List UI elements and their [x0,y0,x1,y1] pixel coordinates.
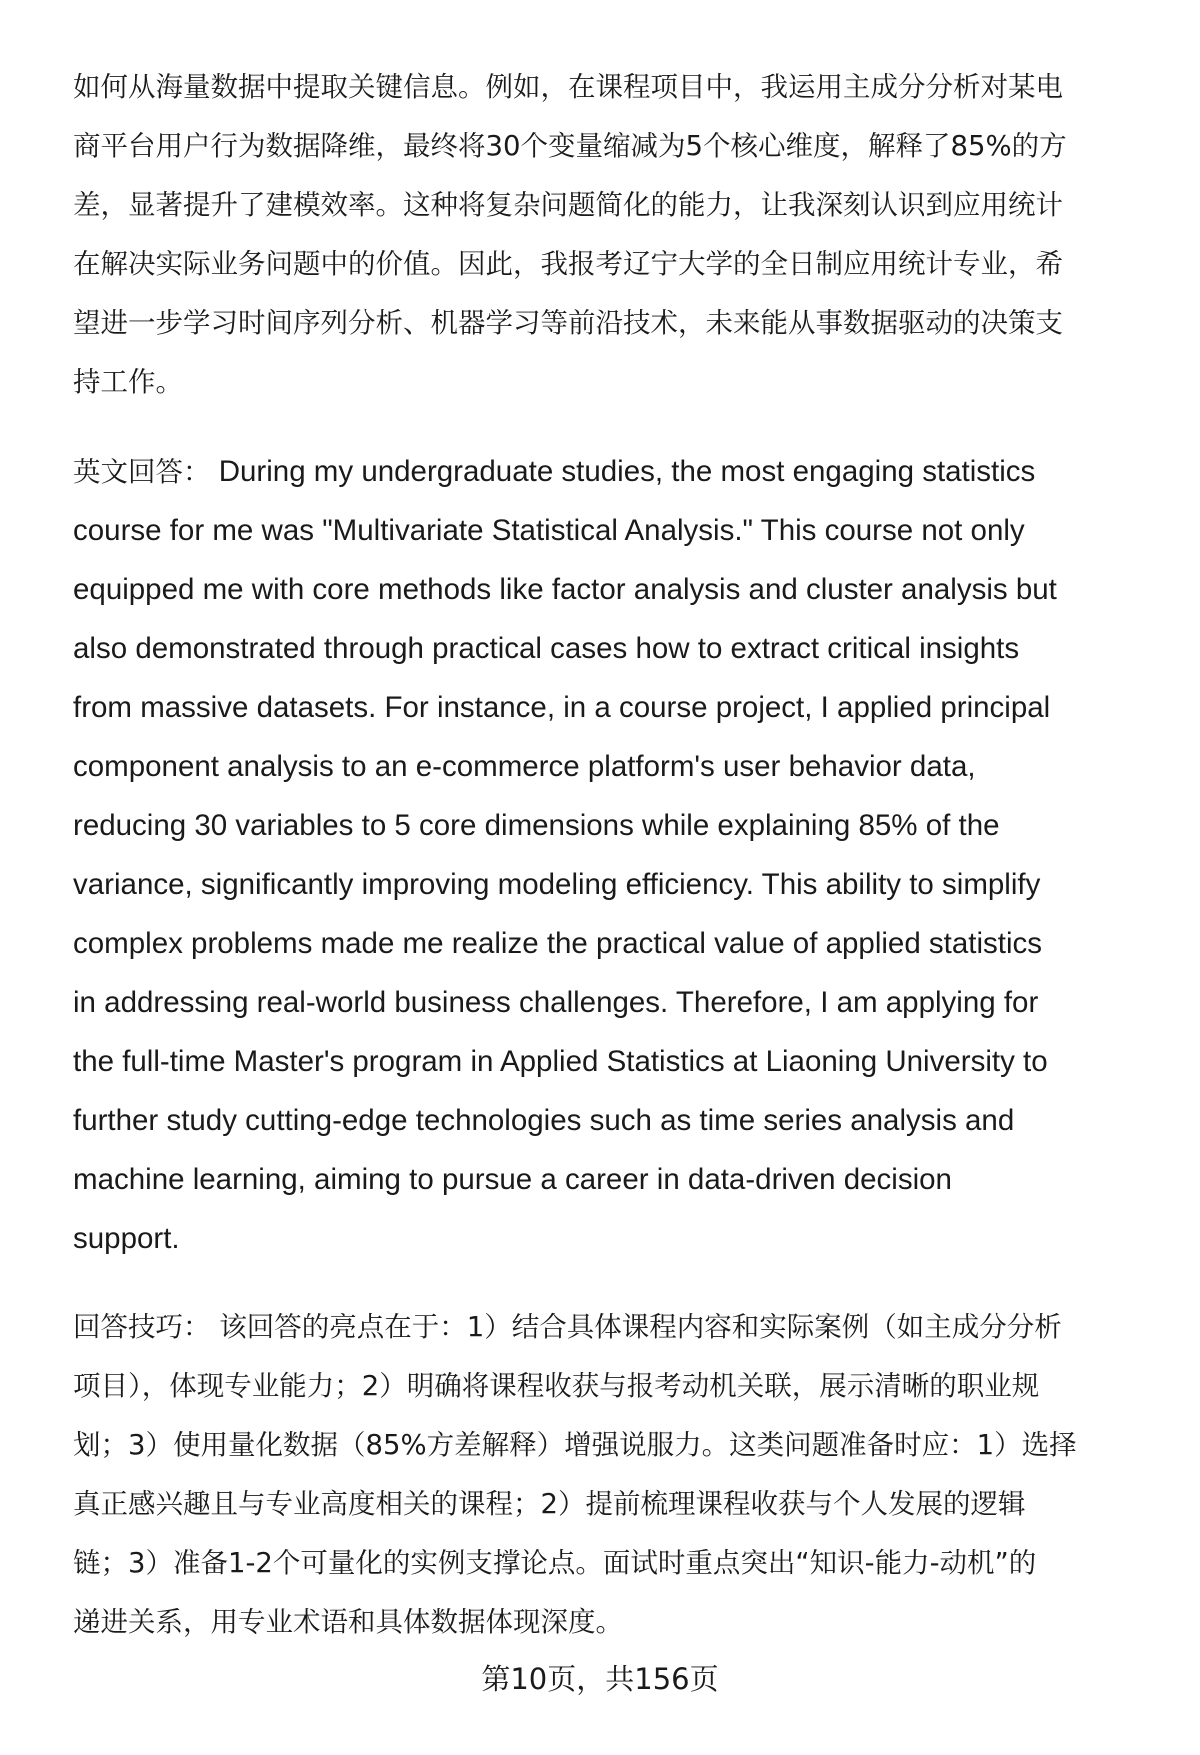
text-line: 真正感兴趣且与专业高度相关的课程；2）提前梳理课程收获与个人发展的逻辑 [73,1488,1026,1520]
text-line: 望进一步学习时间序列分析、机器学习等前沿技术，未来能从事数据驱动的决策支 [73,307,1063,339]
text-line: reducing 30 variables to 5 core dimensions while explaining 85% of the [73,809,1000,842]
text-line: also demonstrated through practical cases how to extract critical insights [73,632,1020,665]
answer-tips [73,1298,1153,1652]
text-line: 持工作。 [73,366,183,398]
text-line: 商平台用户行为数据降维，最终将30个变量缩减为5个核心维度，解释了85%的方 [73,130,1067,162]
text-line: from massive datasets. For instance, in a course project, I applied principal [73,691,1051,724]
text-line: 差，显著提升了建模效率。这种将复杂问题简化的能力，让我深刻认识到应用统计 [73,189,1063,221]
text-line: 项目），体现专业能力；2）明确将课程收获与报考动机关联，展示清晰的职业规 [73,1370,1040,1402]
text-line: variance, significantly improving modeling efficiency. This ability to simplify [73,868,1041,901]
text-line: 如何从海量数据中提取关键信息。例如，在课程项目中，我运用主成分分析对某电 [73,71,1063,103]
text-line: course for me was "Multivariate Statistical Analysis." This course not only [73,514,1025,547]
text-line [73,1298,1153,1357]
text-line: equipped me with core methods like factor analysis and cluster analysis but [73,573,1057,606]
text-line: 链；3）准备1-2个可量化的实例支撑论点。面试时重点突出“知识-能力-动机”的 [73,1547,1037,1579]
text-line: 划；3）使用量化数据（85%方差解释）增强说服力。这类问题准备时应：1）选择 [73,1429,1077,1461]
text-line: the full-time Master's program in Applied Statistics at Liaoning University to [73,1045,1048,1078]
text-line: in addressing real-world business challenges. Therefore, I am applying for [73,986,1039,1019]
page-number: 第10页，共156页 [481,1662,719,1696]
text-line: 递进关系，用专业术语和具体数据体现深度。 [73,1606,623,1638]
text-line: support. [73,1222,180,1255]
text-segment: 该回答的亮点在于：1）结合具体课程内容和实际案例（如主成分分析 [210,1311,1062,1343]
text-line: 在解决实际业务问题中的价值。因此，我报考辽宁大学的全日制应用统计专业，希 [73,248,1063,280]
text-line: machine learning, aiming to pursue a career in data-driven decision [73,1163,952,1196]
text-line: complex problems made me realize the practical value of applied statistics [73,927,1043,960]
english-answer-label: 英文回答： [73,456,211,488]
text-line: component analysis to an e-commerce platform's user behavior data, [73,750,976,783]
english-answer [73,442,1153,1268]
text-line: further study cutting-edge technologies such as time series analysis and [73,1104,1015,1137]
text-line [73,442,1153,501]
paragraph-chinese [73,58,1153,412]
text-segment: During my undergraduate studies, the most engaging statistics [210,455,1036,488]
answer-tips-label: 回答技巧： [73,1311,211,1343]
